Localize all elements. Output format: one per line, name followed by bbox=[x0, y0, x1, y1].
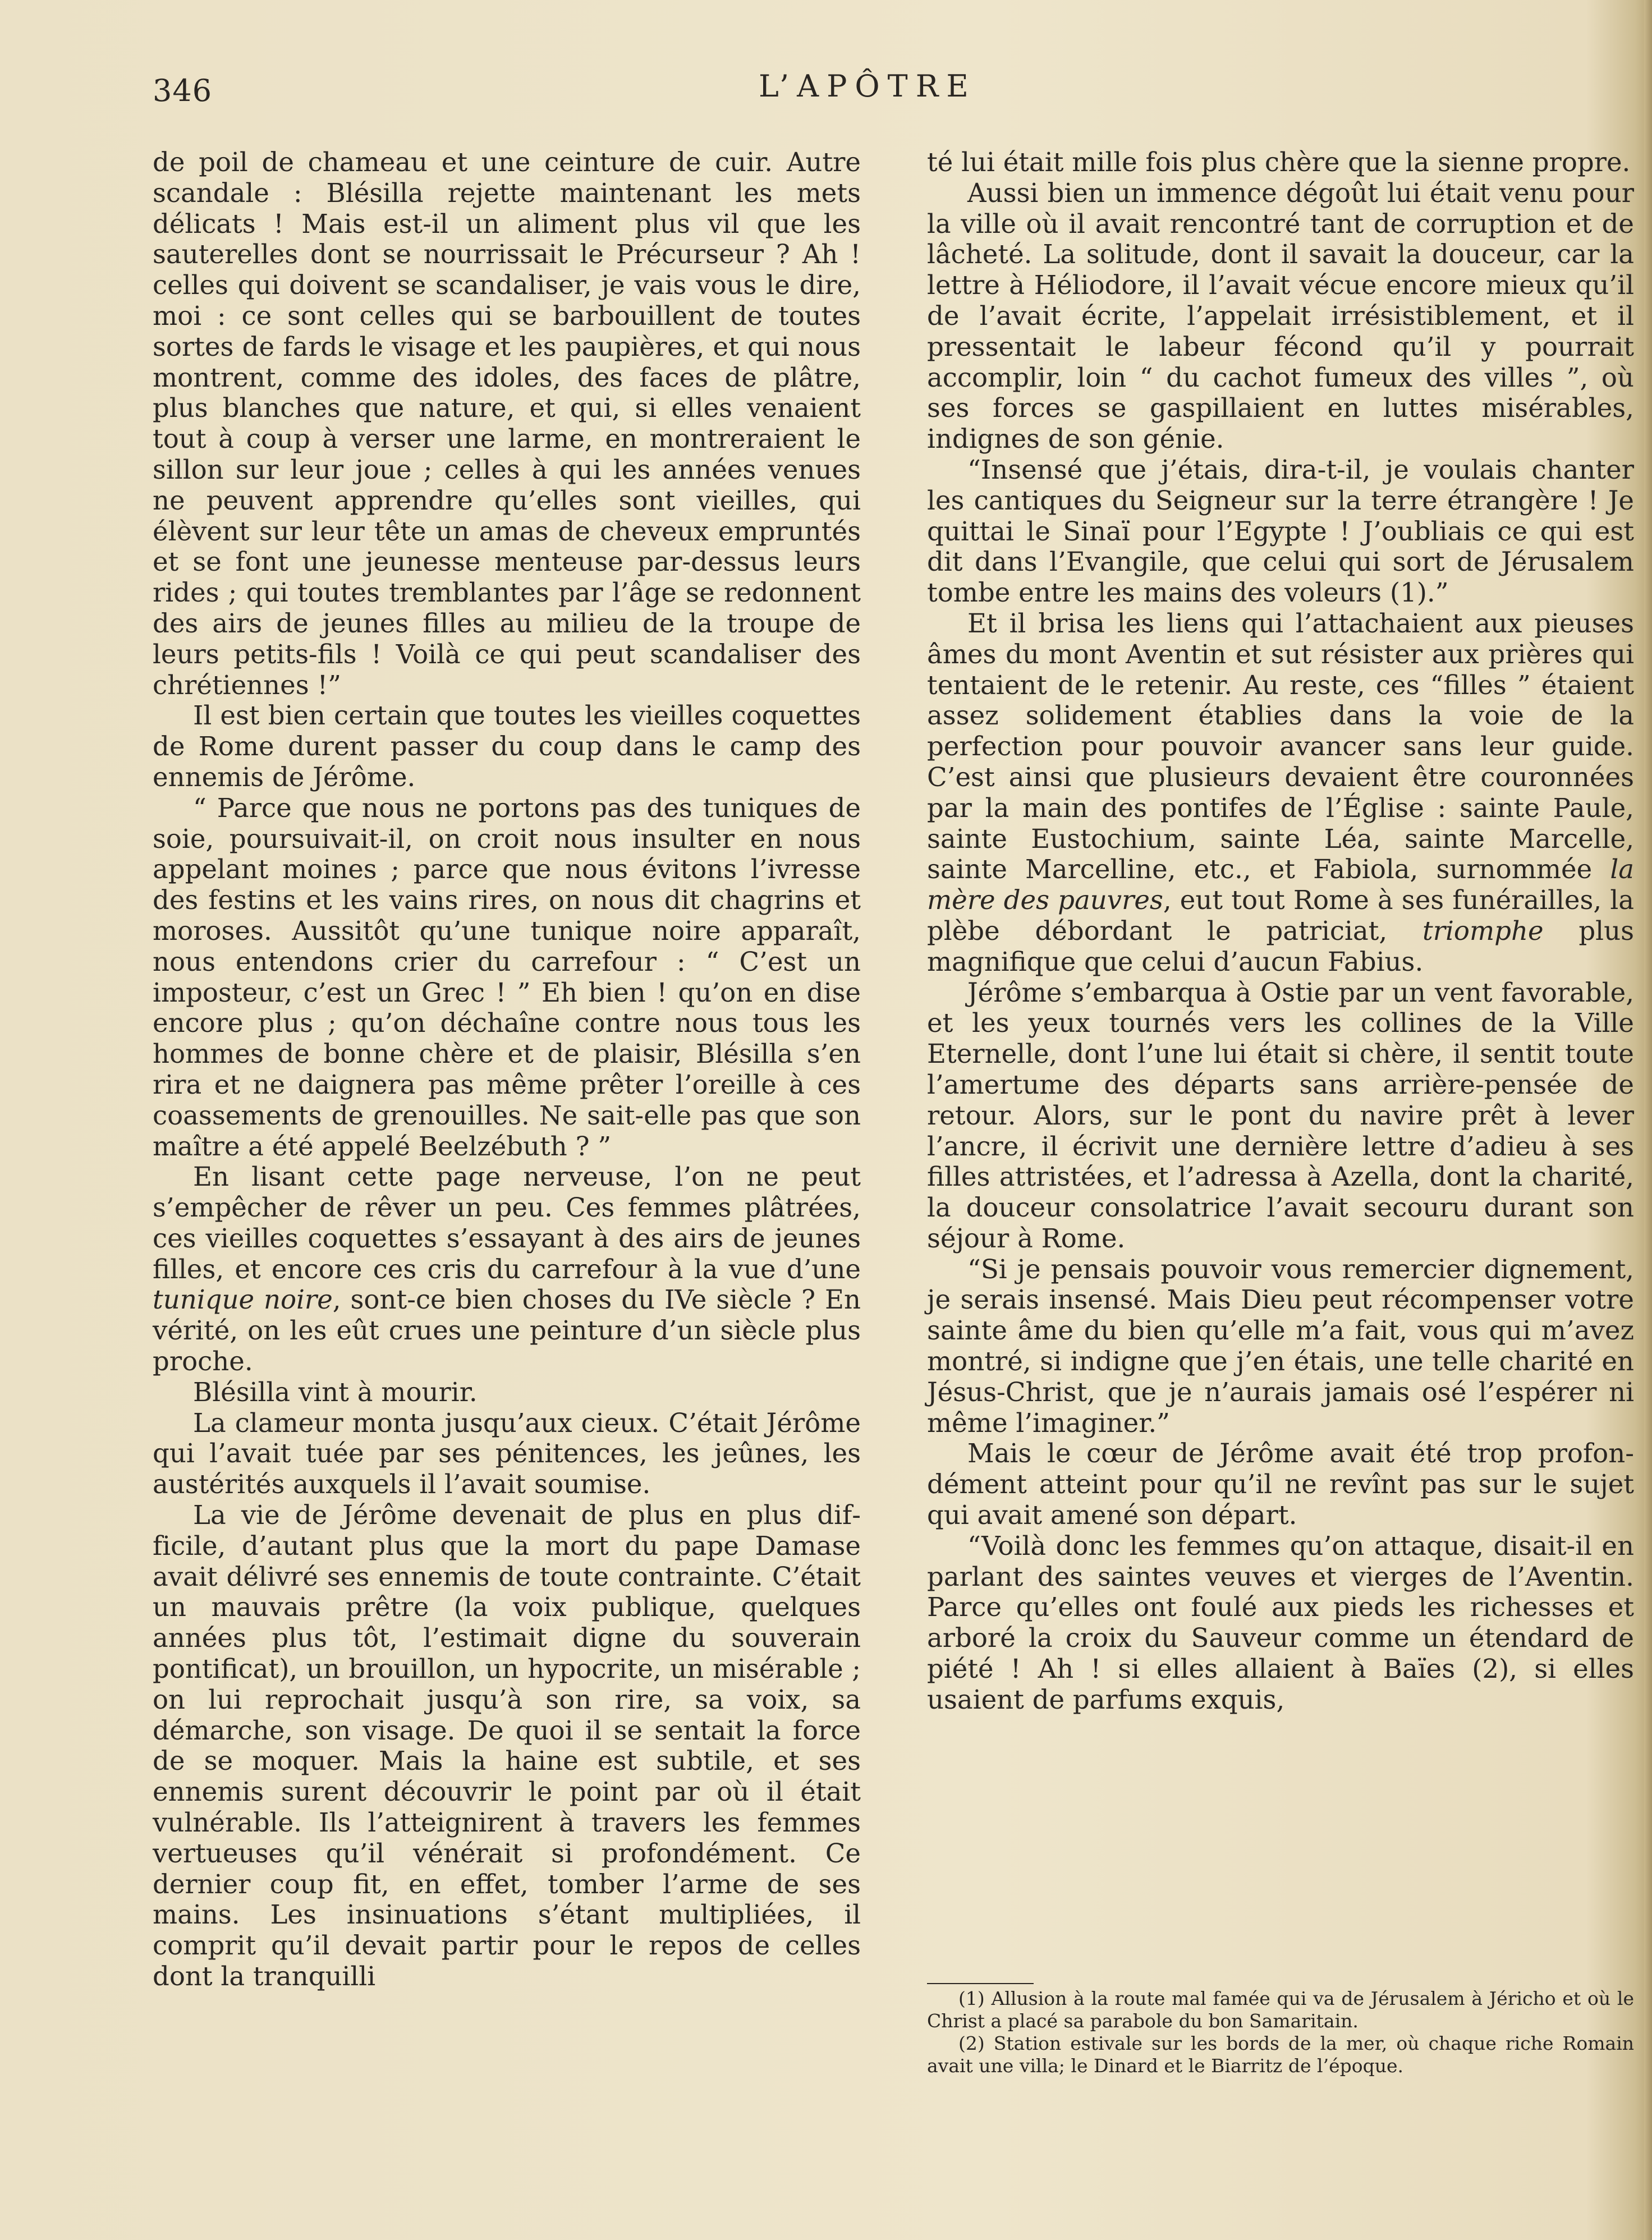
paragraph: “ Parce que nous ne portons pas des tuniques de soie, poursuivait-il, on croit nous insulter en nous appelant moines ; parce que nous évitons l’ivresse des festins et les vains rires, on nous dit chagrins et moroses. Aussitôt qu’une tunique noire apparaît, nous entendons crier du carrefour : “ C’est un imposteur, c’est un Grec ! ” Eh bien ! qu’on en dise encore plus ; qu’on déchaîne contre nous tous les hommes de bonne chère et de plaisir, Blésilla s’en rira et ne daignera pas même prêter l’oreille à ces coassements de grenouilles. Ne sait-elle pas que son maître a été appelé Beelzébuth ? ” bbox=[153, 792, 861, 1162]
footnote: (2) Station estivale sur les bords de la mer, où chaque riche Romain avait une villa; le Dinard et le Biarritz de l’époque. bbox=[927, 2032, 1634, 2077]
running-head bbox=[153, 63, 994, 113]
running-title: L’APÔTRE bbox=[759, 68, 976, 104]
page-edge bbox=[1644, 0, 1652, 2240]
paragraph: La clameur monta jusqu’aux cieux. C’était Jérôme qui l’avait tuée par ses pénitences, les jeûnes, les austérités auxquels il l’avait soumise. bbox=[153, 1407, 861, 1500]
paragraph: “Insensé que j’étais, dira-t-il, je voulais chanter les cantiques du Seigneur sur la terre étrangère ! Je quittai le Sinaï pour l’Egypte ! J’oubliais ce qui est dit dans l’Evangile, que celui qui sort de Jérusalem tombe entre les mains des voleurs (1).” bbox=[927, 454, 1634, 608]
right-column bbox=[927, 147, 1634, 1715]
paragraph: Blésilla vint à mourir. bbox=[193, 1376, 478, 1407]
paragraph: La vie de Jérôme devenait de plus en plus difficile, d’autant plus que la mort du pape Damase avait délivré ses ennemis de toute contrainte. C’était un mauvais prêtre (la voix publique, quelques années plus tôt, l’estimait digne du souverain pontificat), un brouillon, un hypocrite, un misérable ; on lui reprochait jusqu’à son rire, sa voix, sa démarche, son visage. De quoi il se sentait la force de se moquer. Mais la haine est subtile, et ses ennemis surent découvrir le point par où il était vulnérable. Ils l’atteignirent à travers les femmes vertueuses qu’il vénérait si profondément. Ce dernier coup fit, en effet, tomber l’arme de ses mains. Les insinuations s’étant multipliées, il comprit qu’il devait partir pour le repos de celles dont la tranquilli bbox=[153, 1500, 861, 1992]
paragraph-text: , eut tout Rome à ses funérailles, la plèbe débordant le patriciat, bbox=[927, 885, 1635, 946]
page-number: 346 bbox=[153, 73, 213, 108]
paragraph-text: plus magnifique que celui d’aucun Fabius. bbox=[927, 915, 1634, 977]
paragraph bbox=[927, 608, 1634, 977]
footnote: (1) Allusion à la route mal famée qui va de Jérusalem à Jéricho et où le Christ a placé sa parabole du bon Samaritain. bbox=[927, 1987, 1634, 2032]
italic-phrase: tunique noire bbox=[153, 1284, 333, 1315]
italic-phrase: la mère des pauvres bbox=[927, 854, 1635, 916]
paragraph: Aussi bien un immence dégoût lui était venu pour la ville où il avait rencontré tant de corruption et de lâcheté. La solitude, dont il savait la douceur, car la lettre à Héliodore, il l’avait vécue encore mieux qu’il de l’avait écrite, l’appelait irrésistiblement, et il pressentait le labeur fécond qu’il y pourrait accomplir, loin “ du cachot fumeux des villes ”, où ses forces se gaspillaient en luttes misérables, indignes de son génie. bbox=[927, 177, 1634, 455]
paragraph-text: Et il brisa les liens qui l’attachaient aux pieuses âmes du mont Aventin et sut résister aux prières qui tentaient de le retenir. Au reste, ces “filles ” étaient assez solidement établies dans la voie de la perfection pour pouvoir avancer sans leur guide. C’est ainsi que plusieurs devaient être couronnées par la main des pontifes de l’Église : sainte Paule, sainte Eustochium, sainte Léa, sainte Marcelle, sainte Marcelline, etc., et Fabiola, surnommée bbox=[927, 608, 1634, 885]
paragraph: de poil de chameau et une ceinture de cuir. Autre scandale : Blésilla rejette maintenant les mets délicats ! Mais est-il un aliment plus vil que les sauterelles dont se nourrissait le Précurseur ? Ah ! celles qui doivent se scandaliser, je vais vous le dire, moi : ce sont celles qui se barbouillent de toutes sortes de fards le visage et les paupières, et qui nous montrent, comme des idoles, des faces de plâtre, plus blanches que nature, et qui, si elles venaient tout à coup à verser une larme, en montreraient le sillon sur leur joue ; celles à qui les années venues ne peuvent apprendre qu’elles sont vieilles, qui élèvent sur leur tête un amas de cheveux empruntés et se font une jeunesse menteuse par-dessus leurs rides ; qui toutes tremblantes par l’âge se redonnent des airs de jeunes filles au milieu de la troupe de leurs petits-fils ! Voilà ce qui peut scandaliser des chrétiennes !” bbox=[153, 147, 861, 700]
paragraph-text: En lisant cette page nerveuse, l’on ne peut s’empêcher de rêver un peu. Ces femmes plâtrées, ces vieilles coquettes s’essayant à des airs de jeunes filles, et encore ces cris du carrefour à la vue d’une tunique noire, sont-ce bien choses du IVe siècle ? En vérité, on les eût crues une peinture d’un siècle plus proche. bbox=[153, 1162, 861, 1377]
footnotes bbox=[927, 1983, 1634, 2077]
left-column bbox=[153, 147, 861, 1992]
footnote-rule bbox=[927, 1983, 1034, 1984]
paragraph: “Voilà donc les femmes qu’on attaque, disait-il en parlant des saintes veuves et vierges de l’Aventin. Parce qu’elles ont foulé aux pieds les richesses et arboré la croix du Sauveur comme un étendard de piété ! Ah ! si elles allaient à Baïes (2), si elles usaient de parfums exquis, bbox=[927, 1530, 1634, 1715]
paragraph: Mais le cœur de Jérôme avait été trop profondément atteint pour qu’il ne revînt pas sur le sujet qui avait amené son départ. bbox=[927, 1438, 1634, 1531]
paragraph bbox=[153, 1162, 861, 1377]
paragraph: Il est bien certain que toutes les vieilles coquettes de Rome durent passer du coup dans le camp des ennemis de Jérôme. bbox=[153, 700, 861, 792]
paragraph: Jérôme s’embarqua à Ostie par un vent favorable, et les yeux tournés vers les collines de la Ville Eternelle, dont l’une lui était si chère, il sentit toute l’amertume des départs sans arrière-pensée de retour. Alors, sur le pont du navire prêt à lever l’ancre, il écrivit une dernière lettre d’adieu à ses filles attristées, et l’adressa à Azella, dont la charité, la douceur consolatrice l’avait secouru durant son séjour à Rome. bbox=[927, 977, 1634, 1254]
paragraph: té lui était mille fois plus chère que la sienne propre. bbox=[927, 147, 1631, 177]
paragraph: “Si je pensais pouvoir vous remercier dignement, je serais insensé. Mais Dieu peut récompenser votre sainte âme du bien qu’elle m’a fait, vous qui m’avez montré, si indigne que j’en étais, une telle charité en Jésus-Christ, que je n’aurais jamais osé l’espérer ni même l’imaginer.” bbox=[927, 1254, 1634, 1438]
italic-word: triomphe bbox=[1422, 915, 1544, 946]
